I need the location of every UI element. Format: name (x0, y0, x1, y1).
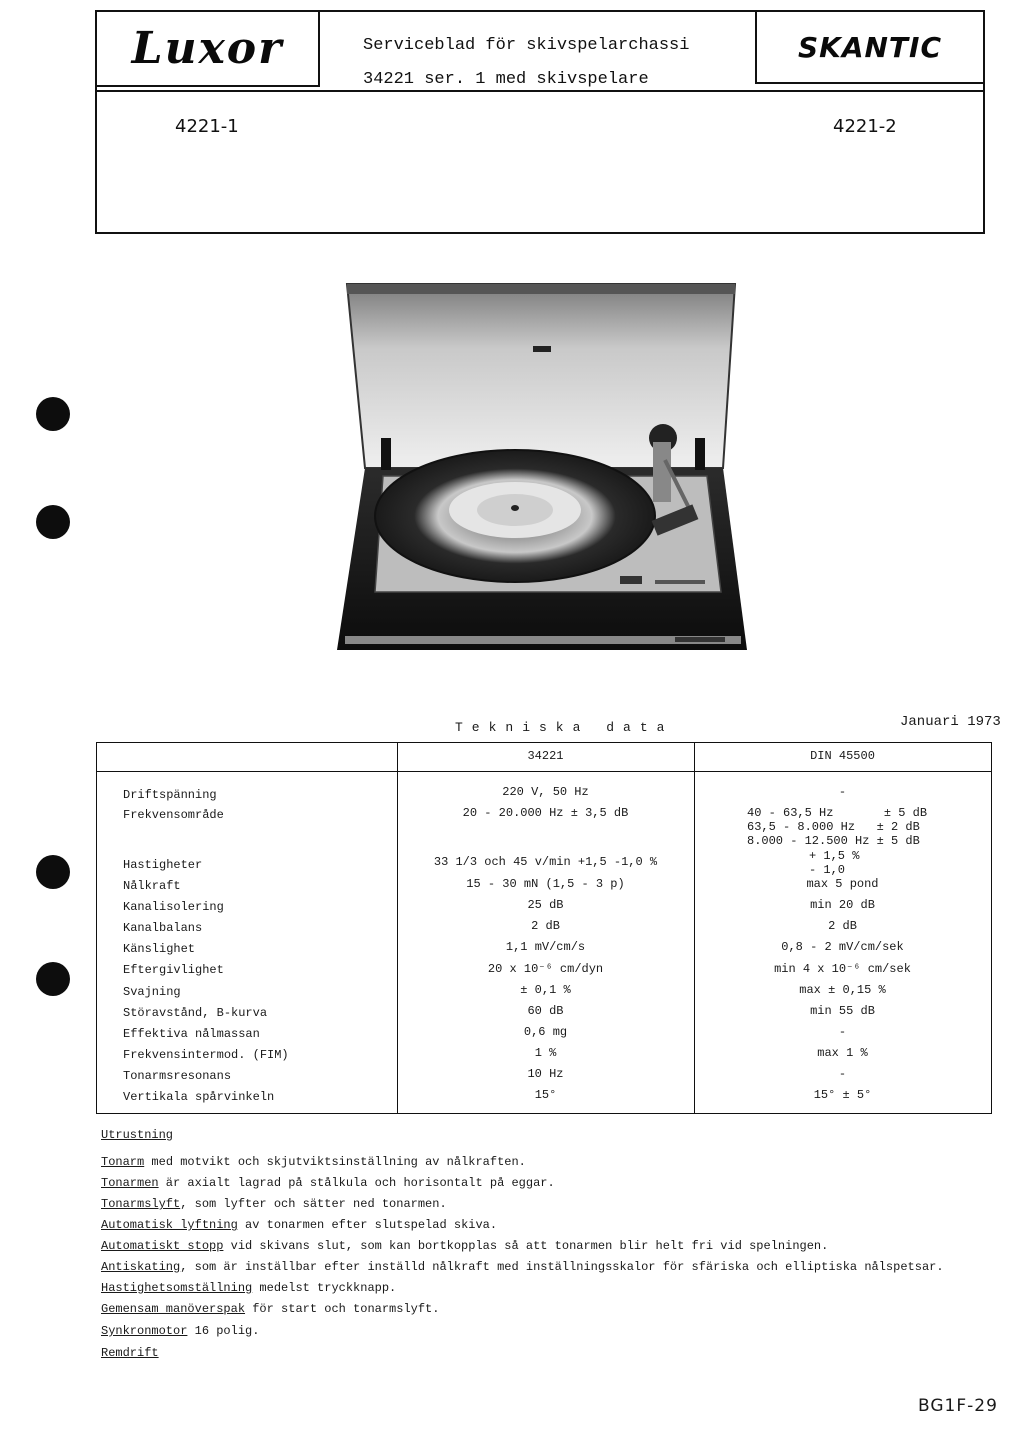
row-label: Tonarmsresonans (123, 1069, 232, 1083)
row-value: 33 1/3 och 45 v/min +1,5 -1,0 % (433, 855, 658, 869)
equipment-text: är axialt lagrad på stålkula och horisontalt på eggar. (158, 1176, 555, 1190)
row-label: Eftergivlighet (123, 963, 224, 977)
row-label: Hastigheter (123, 858, 203, 872)
equipment-text: av tonarmen efter slutspelad skiva. (237, 1218, 498, 1232)
punch-hole (36, 505, 70, 539)
equipment-term: Tonarmen (101, 1176, 159, 1190)
row-value: 15 - 30 mN (1,5 - 3 p) (466, 877, 625, 891)
row-value: 20 x 10⁻⁶ cm/dyn (487, 962, 604, 976)
row-din: + 1,5 % - 1,0 (809, 849, 860, 877)
document-title-line-1: Serviceblad för skivspelarchassi (363, 36, 690, 55)
turntable-photo (335, 280, 750, 665)
row-label: Svajning (123, 985, 181, 999)
punch-hole (36, 397, 70, 431)
row-din: max ± 0,15 % (799, 983, 886, 997)
row-din: 0,8 - 2 mV/cm/sek (781, 940, 904, 954)
equipment-item (101, 1346, 159, 1360)
equipment-text: vid skivans slut, som kan bortkopplas så att tonarmen blir helt fri vid spelningen. (223, 1239, 829, 1253)
row-value: 1 % (534, 1046, 557, 1060)
row-value: 20 - 20.000 Hz ± 3,5 dB (462, 806, 629, 820)
header-row-divider (97, 771, 991, 772)
equipment-text: medelst tryckknapp. (252, 1281, 397, 1295)
header-divider (97, 90, 983, 92)
equipment-item (101, 1260, 944, 1274)
equipment-item (101, 1281, 396, 1295)
equipment-term: Synkronmotor (101, 1324, 188, 1338)
row-din: 40 - 63,5 Hz ± 5 dB 63,5 - 8.000 Hz ± 2 dB 8.000 - 12.500 Hz ± 5 dB (747, 806, 928, 848)
equipment-text: med motvikt och skjutviktsinställning av nålkraften. (144, 1155, 526, 1169)
luxor-logo-box (97, 12, 320, 87)
row-value: 0,6 mg (523, 1025, 568, 1039)
header-box (95, 10, 985, 234)
spec-table (96, 742, 992, 1114)
column-header-model: 34221 (527, 749, 564, 763)
equipment-item (101, 1302, 439, 1316)
equipment-item (101, 1218, 497, 1232)
skantic-logo: SKANTIC (797, 30, 943, 64)
row-din: min 20 dB (810, 898, 875, 912)
row-value: ± 0,1 % (520, 983, 571, 997)
punch-hole (36, 855, 70, 889)
equipment-term: Remdrift (101, 1346, 159, 1360)
row-label: Frekvensintermod. (FIM) (123, 1048, 289, 1062)
row-label: Känslighet (123, 942, 196, 956)
equipment-term: Hastighetsomställning (101, 1281, 253, 1295)
row-value: 1,1 mV/cm/s (505, 940, 586, 954)
skantic-logo-box (755, 12, 983, 84)
equipment-item (101, 1197, 447, 1211)
date-label: Januari 1973 (900, 714, 1001, 730)
row-label: Frekvensområde (123, 808, 224, 822)
row-label: Vertikala spårvinkeln (123, 1090, 275, 1104)
row-din: min 55 dB (810, 1004, 875, 1018)
equipment-term: Automatiskt stopp (101, 1239, 224, 1253)
row-label: Effektiva nålmassan (123, 1027, 260, 1041)
equipment-item (101, 1239, 828, 1253)
equipment-item (101, 1155, 526, 1169)
row-din: - (838, 1067, 847, 1081)
row-value: 2 dB (531, 919, 560, 933)
row-value: 15° (534, 1088, 557, 1102)
document-title-line-2: 34221 ser. 1 med skivspelare (363, 70, 649, 89)
row-din: - (838, 785, 847, 799)
row-label: Kanalisolering (123, 900, 224, 914)
model-code-right: 4221-2 (833, 116, 897, 137)
equipment-term: Tonarmslyft (101, 1197, 181, 1211)
equipment-term: Tonarm (101, 1155, 145, 1169)
row-value: 25 dB (527, 898, 564, 912)
row-value: 60 dB (527, 1004, 564, 1018)
equipment-text: 16 polig. (187, 1324, 260, 1338)
equipment-item (101, 1176, 555, 1190)
equipment-heading: Utrustning (101, 1128, 174, 1142)
column-header-standard: DIN 45500 (810, 749, 875, 763)
model-code-left: 4221-1 (175, 116, 239, 137)
row-din: - (838, 1025, 847, 1039)
row-value: 10 Hz (527, 1067, 564, 1081)
equipment-text: för start och tonarmslyft. (245, 1302, 440, 1316)
row-label: Kanalbalans (123, 921, 203, 935)
equipment-term: Automatisk lyftning (101, 1218, 238, 1232)
equipment-term: Gemensam manöverspak (101, 1302, 246, 1316)
equipment-text: , som är inställbar efter inställd nålkraft med inställningsskalor för sfäriska och elliptiska nålspetsar. (180, 1260, 944, 1274)
row-din: min 4 x 10⁻⁶ cm/sek (774, 962, 911, 976)
row-label: Nålkraft (123, 879, 181, 893)
row-value: 220 V, 50 Hz (502, 785, 589, 799)
equipment-term: Antiskating (101, 1260, 181, 1274)
row-din: max 5 pond (806, 877, 879, 891)
row-din: max 1 % (817, 1046, 868, 1060)
row-din: 15° ± 5° (813, 1088, 872, 1102)
row-din: 2 dB (828, 919, 857, 933)
row-label: Driftspänning (123, 788, 217, 802)
equipment-item (101, 1324, 259, 1338)
equipment-text: , som lyfter och sätter ned tonarmen. (180, 1197, 447, 1211)
document-code: BG1F-29 (918, 1396, 998, 1416)
technical-data-heading: Tekniska data (455, 720, 674, 735)
row-label: Störavstånd, B-kurva (123, 1006, 268, 1020)
luxor-logo: Luxor (131, 23, 284, 74)
punch-hole (36, 962, 70, 996)
